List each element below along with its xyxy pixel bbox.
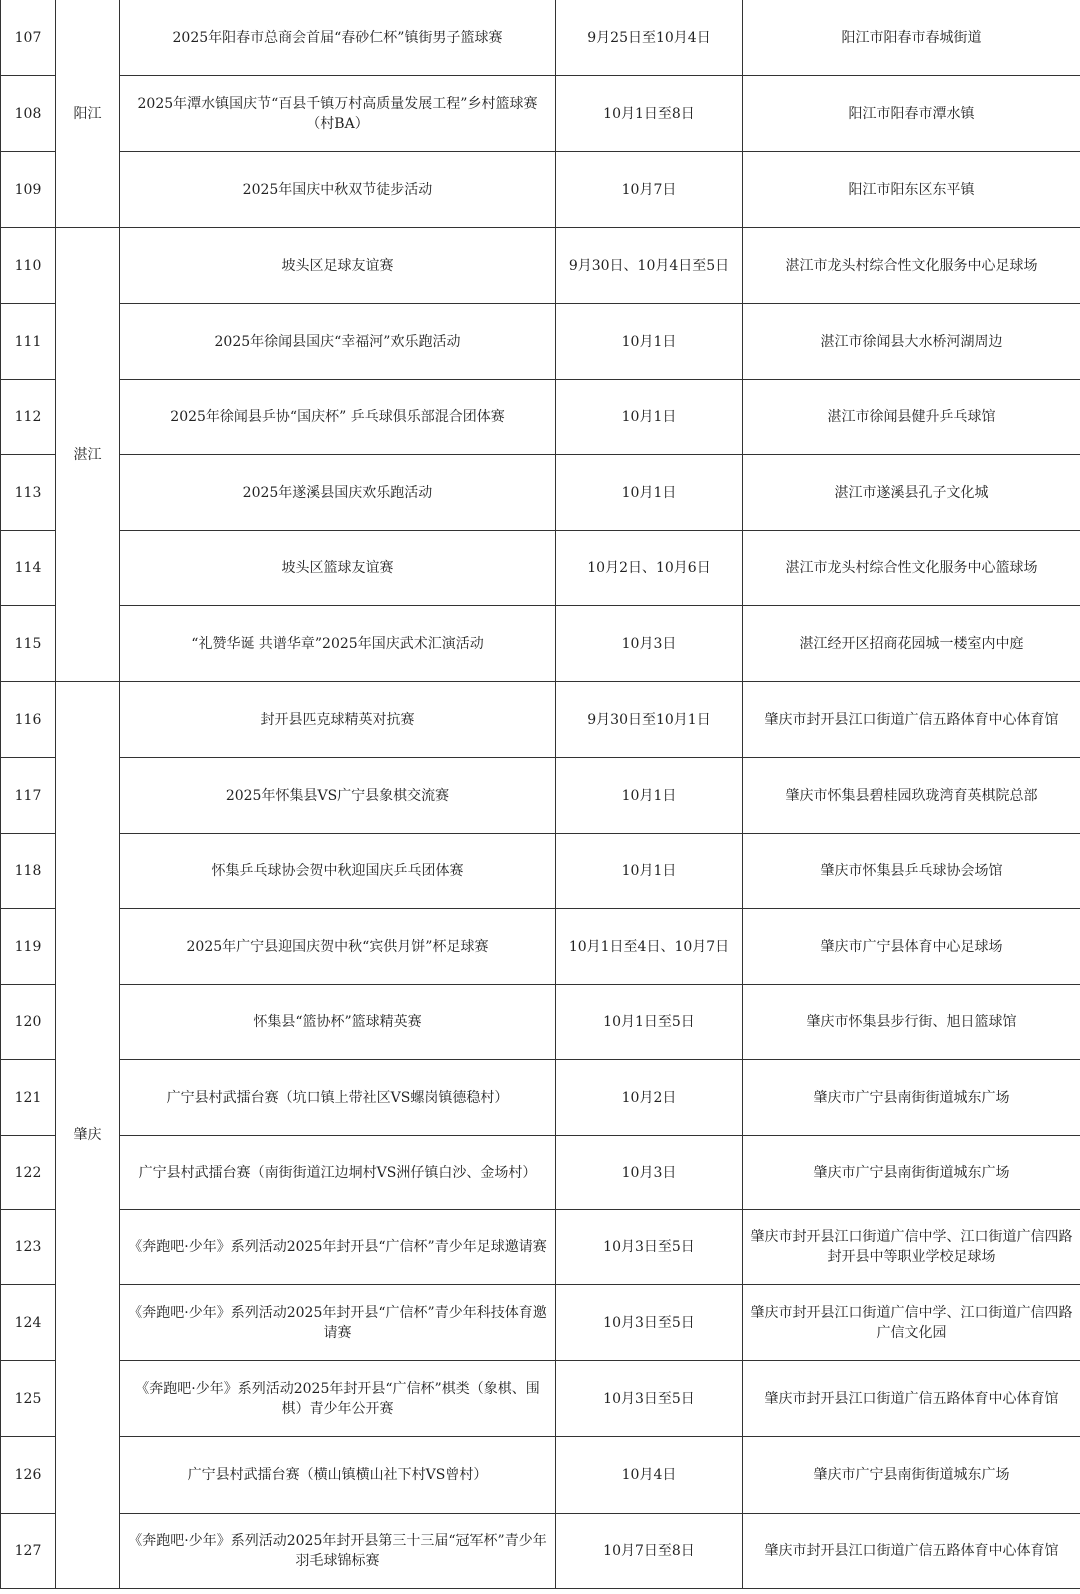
event-dates-cell: 10月3日至5日 (556, 1210, 743, 1285)
event-name-cell: 《奔跑吧·少年》系列活动2025年封开县第三十三届“冠军杯”青少年羽毛球锦标赛 (120, 1514, 556, 1589)
table-row (1, 228, 1080, 304)
city-cell: 湛江 (56, 228, 120, 682)
event-location-cell: 肇庆市广宁县南街街道城东广场 (743, 1060, 1080, 1136)
event-location-cell: 阳江市阳东区东平镇 (743, 152, 1080, 228)
table-row (1, 834, 1080, 909)
event-name-cell: 坡头区足球友谊赛 (120, 228, 556, 304)
event-dates-cell: 10月1日 (556, 304, 743, 380)
row-number-cell: 121 (1, 1060, 56, 1136)
event-dates-cell: 10月3日 (556, 1136, 743, 1210)
city-cell: 阳江 (56, 0, 120, 228)
row-number-cell: 117 (1, 758, 56, 834)
event-location-cell: 肇庆市广宁县体育中心足球场 (743, 909, 1080, 985)
event-location-cell: 湛江经开区招商花园城一楼室内中庭 (743, 606, 1080, 682)
event-dates-cell: 10月1日 (556, 758, 743, 834)
table-body (1, 0, 1080, 1589)
row-number-cell: 126 (1, 1437, 56, 1514)
event-name-cell: 2025年怀集县VS广宁县象棋交流赛 (120, 758, 556, 834)
row-number-cell: 118 (1, 834, 56, 909)
event-name-cell: 《奔跑吧·少年》系列活动2025年封开县“广信杯”棋类（象棋、围棋）青少年公开赛 (120, 1361, 556, 1437)
table-row (1, 304, 1080, 380)
table-row (1, 682, 1080, 758)
row-number-cell: 127 (1, 1514, 56, 1589)
event-name-cell: 《奔跑吧·少年》系列活动2025年封开县“广信杯”青少年足球邀请赛 (120, 1210, 556, 1285)
event-name-cell: 广宁县村武擂台赛（横山镇横山社下村VS曾村） (120, 1437, 556, 1514)
row-number-cell: 119 (1, 909, 56, 985)
table-row (1, 606, 1080, 682)
table-row (1, 76, 1080, 152)
event-dates-cell: 10月4日 (556, 1437, 743, 1514)
row-number-cell: 109 (1, 152, 56, 228)
event-name-cell: 广宁县村武擂台赛（南街街道江边垌村VS洲仔镇白沙、金场村） (120, 1136, 556, 1210)
table-row (1, 380, 1080, 455)
table-row (1, 909, 1080, 985)
event-name-cell: 广宁县村武擂台赛（坑口镇上带社区VS螺岗镇德稳村） (120, 1060, 556, 1136)
table-row (1, 1285, 1080, 1361)
row-number-cell: 122 (1, 1136, 56, 1210)
event-name-cell: 怀集乒乓球协会贺中秋迎国庆乒乓团体赛 (120, 834, 556, 909)
row-number-cell: 108 (1, 76, 56, 152)
table-row (1, 455, 1080, 531)
event-dates-cell: 10月3日至5日 (556, 1285, 743, 1361)
row-number-cell: 113 (1, 455, 56, 531)
event-dates-cell: 10月7日至8日 (556, 1514, 743, 1589)
row-number-cell: 115 (1, 606, 56, 682)
event-dates-cell: 9月30日至10月1日 (556, 682, 743, 758)
event-location-cell: 肇庆市封开县江口街道广信中学、江口街道广信四路广信文化园 (743, 1285, 1080, 1361)
event-name-cell: 《奔跑吧·少年》系列活动2025年封开县“广信杯”青少年科技体育邀请赛 (120, 1285, 556, 1361)
event-dates-cell: 10月3日 (556, 606, 743, 682)
event-location-cell: 湛江市遂溪县孔子文化城 (743, 455, 1080, 531)
table-row (1, 0, 1080, 76)
table-row (1, 758, 1080, 834)
event-location-cell: 肇庆市封开县江口街道广信五路体育中心体育馆 (743, 682, 1080, 758)
table-row (1, 531, 1080, 606)
event-location-cell: 肇庆市怀集县碧桂园玖珑湾育英棋院总部 (743, 758, 1080, 834)
table-row (1, 1514, 1080, 1589)
table-row (1, 985, 1080, 1060)
event-location-cell: 肇庆市广宁县南街街道城东广场 (743, 1136, 1080, 1210)
row-number-cell: 107 (1, 0, 56, 76)
event-location-cell: 湛江市徐闻县健升乒乓球馆 (743, 380, 1080, 455)
event-dates-cell: 10月1日至8日 (556, 76, 743, 152)
city-cell: 肇庆 (56, 682, 120, 1589)
row-number-cell: 112 (1, 380, 56, 455)
table-row (1, 1361, 1080, 1437)
table-row (1, 1210, 1080, 1285)
event-location-cell: 肇庆市封开县江口街道广信五路体育中心体育馆 (743, 1514, 1080, 1589)
row-number-cell: 116 (1, 682, 56, 758)
event-dates-cell: 10月1日 (556, 834, 743, 909)
event-location-cell: 肇庆市广宁县南街街道城东广场 (743, 1437, 1080, 1514)
event-dates-cell: 9月30日、10月4日至5日 (556, 228, 743, 304)
event-name-cell: 2025年广宁县迎国庆贺中秋“宾供月饼”杯足球赛 (120, 909, 556, 985)
row-number-cell: 110 (1, 228, 56, 304)
event-location-cell: 阳江市阳春市春城街道 (743, 0, 1080, 76)
event-dates-cell: 10月2日 (556, 1060, 743, 1136)
event-name-cell: 2025年潭水镇国庆节“百县千镇万村高质量发展工程”乡村篮球赛（村BA） (120, 76, 556, 152)
event-name-cell: 坡头区篮球友谊赛 (120, 531, 556, 606)
table-row (1, 1437, 1080, 1514)
event-name-cell: 封开县匹克球精英对抗赛 (120, 682, 556, 758)
event-dates-cell: 10月1日 (556, 455, 743, 531)
event-location-cell: 湛江市龙头村综合性文化服务中心足球场 (743, 228, 1080, 304)
event-location-cell: 肇庆市怀集县步行街、旭日篮球馆 (743, 985, 1080, 1060)
event-name-cell: 2025年国庆中秋双节徒步活动 (120, 152, 556, 228)
event-name-cell: 2025年徐闻县乒协“国庆杯” 乒乓球俱乐部混合团体赛 (120, 380, 556, 455)
table-row (1, 152, 1080, 228)
event-name-cell: 2025年徐闻县国庆“幸福河”欢乐跑活动 (120, 304, 556, 380)
event-dates-cell: 10月2日、10月6日 (556, 531, 743, 606)
event-location-cell: 肇庆市怀集县乒乓球协会场馆 (743, 834, 1080, 909)
event-name-cell: 2025年阳春市总商会首届“春砂仁杯”镇街男子篮球赛 (120, 0, 556, 76)
row-number-cell: 123 (1, 1210, 56, 1285)
row-number-cell: 111 (1, 304, 56, 380)
event-name-cell: “礼赞华诞 共谱华章”2025年国庆武术汇演活动 (120, 606, 556, 682)
event-location-cell: 湛江市徐闻县大水桥河湖周边 (743, 304, 1080, 380)
event-dates-cell: 9月25日至10月4日 (556, 0, 743, 76)
event-location-cell: 阳江市阳春市潭水镇 (743, 76, 1080, 152)
row-number-cell: 120 (1, 985, 56, 1060)
event-location-cell: 肇庆市封开县江口街道广信中学、江口街道广信四路封开县中等职业学校足球场 (743, 1210, 1080, 1285)
event-name-cell: 怀集县“篮协杯”篮球精英赛 (120, 985, 556, 1060)
row-number-cell: 125 (1, 1361, 56, 1437)
table-row (1, 1136, 1080, 1210)
event-location-cell: 肇庆市封开县江口街道广信五路体育中心体育馆 (743, 1361, 1080, 1437)
event-dates-cell: 10月1日至4日、10月7日 (556, 909, 743, 985)
event-dates-cell: 10月1日 (556, 380, 743, 455)
event-dates-cell: 10月1日至5日 (556, 985, 743, 1060)
row-number-cell: 124 (1, 1285, 56, 1361)
table-row (1, 1060, 1080, 1136)
event-dates-cell: 10月3日至5日 (556, 1361, 743, 1437)
event-location-cell: 湛江市龙头村综合性文化服务中心篮球场 (743, 531, 1080, 606)
event-dates-cell: 10月7日 (556, 152, 743, 228)
event-name-cell: 2025年遂溪县国庆欢乐跑活动 (120, 455, 556, 531)
row-number-cell: 114 (1, 531, 56, 606)
